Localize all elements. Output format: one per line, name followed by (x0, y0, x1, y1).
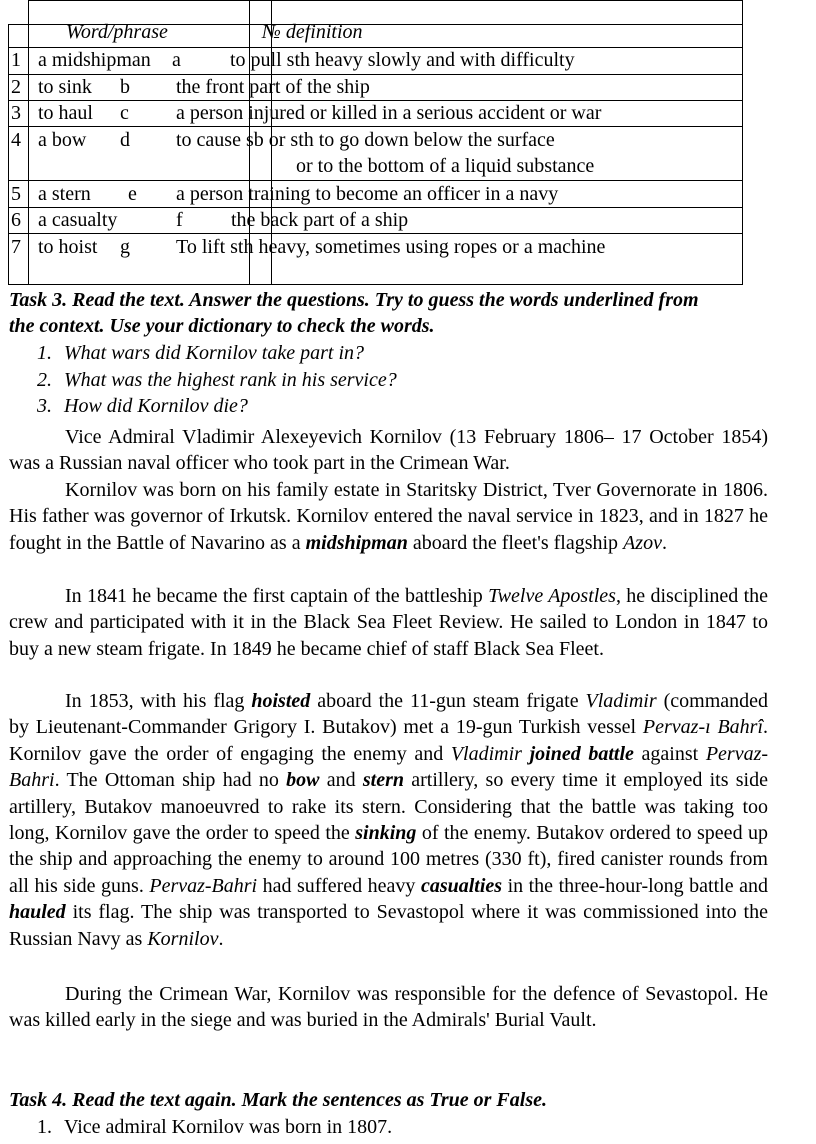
question-number: 2. (37, 369, 52, 391)
underlined-word: stern (362, 769, 404, 792)
row-number: 7 (11, 236, 21, 258)
question-number: 3. (37, 395, 52, 417)
paragraph-text: . (218, 927, 224, 950)
row-definition: a person training to become an officer in a navy (176, 183, 559, 205)
question-text: How did Kornilov die? (64, 395, 248, 417)
table-rule (8, 284, 743, 285)
underlined-word: casualties (420, 874, 503, 897)
row-number: 2 (11, 76, 21, 98)
row-word: to hoist (38, 236, 98, 258)
header-word: Word/phrase (66, 21, 168, 43)
statement-number: 1. (37, 1116, 52, 1138)
paragraph-battle (9, 688, 768, 952)
row-definition: the front part of the ship (176, 76, 370, 98)
paragraph-text: aboard the fleet's flagship (407, 531, 624, 554)
row-definition: a person injured or killed in a serious accident or war (176, 102, 602, 124)
underlined-word: sinking (355, 822, 417, 845)
row-definition: To lift sth heavy, sometimes using ropes or a machine (176, 236, 606, 258)
row-number: 1 (11, 49, 21, 71)
ship-name: Vladimir (585, 690, 657, 712)
question-number: 1. (37, 342, 52, 364)
table-rule (28, 0, 29, 285)
row-letter: e (128, 183, 137, 205)
paragraph-text: had suffered heavy (257, 874, 421, 897)
task3-heading: Task 3. Read the text. Answer the questions. Try to guess the words underlined from (9, 289, 699, 311)
row-definition-cont: or to the bottom of a liquid substance (296, 155, 595, 177)
paragraph-early-life (9, 477, 768, 556)
row-definition: to pull sth heavy slowly and with difficulty (230, 49, 575, 71)
task3-heading-cont: the context. Use your dictionary to check the words. (9, 315, 435, 337)
row-letter: d (120, 129, 130, 151)
paragraph-text: , he disciplined the crew and participated with it in the Black Sea Fleet Review. He sailed to London in 1847 to buy a new steam frigate. In 1849 he became chief of staff Black Sea Fleet. (9, 585, 769, 660)
paragraph-death (9, 981, 768, 1034)
ship-name: Pervaz-Bahri (9, 742, 769, 792)
paragraph-text: artillery, so every time it employed its side artillery, Butakov manoeuvred to rake its stern. Considering that the battle was taking too long, Kornilov gave the order to speed the (9, 769, 768, 845)
row-number: 3 (11, 102, 21, 124)
paragraph-text: and (319, 769, 363, 792)
row-definition: to cause sb or sth to go down below the surface (176, 129, 555, 151)
paragraph-text: of the enemy. Butakov ordered to speed up the ship and approaching the enemy to around 100 metres (330 ft), fired canister rounds from all his side guns. (9, 822, 769, 897)
paragraph-intro (9, 424, 768, 477)
header-definition: № definition (262, 21, 363, 43)
paragraph-text: (commanded by Lieutenant-Commander Grigory I. Butakov) met a 19-gun Turkish vessel (9, 690, 769, 739)
ship-name: Twelve Apostles (488, 585, 616, 607)
table-rule (742, 0, 743, 285)
question-text: What was the highest rank in his service? (64, 369, 397, 391)
paragraph-text: Vice Admiral Vladimir Alexeyevich Kornilov (13 February 1806– 17 October 1854) was a Russian naval officer who took part in the Crimean War. (9, 426, 768, 475)
underlined-word: hauled (9, 901, 66, 924)
paragraph-text: aboard the 11-gun steam frigate (310, 690, 586, 712)
statement-text: Vice admiral Kornilov was born in 1807. (64, 1116, 393, 1138)
underlined-word: bow (286, 769, 320, 792)
row-word: a casualty (38, 209, 118, 231)
row-word: to sink (38, 76, 92, 98)
row-letter: f (176, 209, 183, 231)
ship-name: Pervaz-Bahri (149, 874, 258, 897)
ship-name: Pervaz-ı Bahrî (642, 716, 764, 739)
row-definition: the back part of a ship (231, 209, 409, 231)
table-rule (8, 74, 743, 75)
row-number: 5 (11, 183, 21, 205)
paragraph-text: During the Crimean War, Kornilov was responsible for the defence of Sevastopol. He was killed early in the siege and was buried in the Admirals' Burial Vault. (9, 983, 768, 1032)
paragraph-text: In 1853, with his flag (65, 690, 252, 712)
ship-name: Kornilov (147, 927, 219, 950)
table-rule (28, 0, 743, 1)
row-number: 6 (11, 209, 21, 231)
paragraph-text: . (661, 531, 667, 554)
row-word: to haul (38, 102, 93, 124)
underlined-word: hoisted (251, 690, 311, 712)
row-letter: g (120, 236, 130, 258)
paragraph-text: against (633, 742, 706, 765)
paragraph-text: in the three-hour-long battle and (502, 874, 768, 897)
paragraph-text: Kornilov was born on his family estate in Staritsky District, Tver Governorate in 1806. His father was governor of Irkutsk. Kornilov entered the naval service in 1823, and in 1827 he fought in the Battle of Navarino as a (9, 479, 768, 554)
paragraph-text: In 1841 he became the first captain of the battleship (65, 585, 489, 607)
underlined-word: midshipman (305, 531, 408, 554)
row-letter: b (120, 76, 130, 98)
underlined-word: joined battle (529, 742, 634, 765)
row-word: a bow (38, 129, 87, 151)
question-text: What wars did Kornilov take part in? (64, 342, 364, 364)
row-letter: c (120, 102, 129, 124)
paragraph-text: . The Ottoman ship had no (54, 769, 287, 792)
paragraph-text (522, 743, 530, 765)
paragraph-career (9, 583, 768, 662)
task4-heading: Task 4. Read the text again. Mark the sentences as True or False. (9, 1089, 547, 1111)
row-letter: a (172, 49, 181, 71)
paragraph-text: its flag. The ship was transported to Sevastopol where it was commissioned into the Russian Navy as (9, 901, 768, 950)
row-word: a stern (38, 183, 91, 205)
row-number: 4 (11, 129, 21, 151)
paragraph-text: . Kornilov gave the order of engaging the enemy and (9, 716, 769, 765)
table-rule (8, 24, 9, 285)
row-word: a midshipman (38, 49, 151, 71)
ship-name: Azov (623, 531, 662, 554)
ship-name: Vladimir (450, 742, 522, 765)
